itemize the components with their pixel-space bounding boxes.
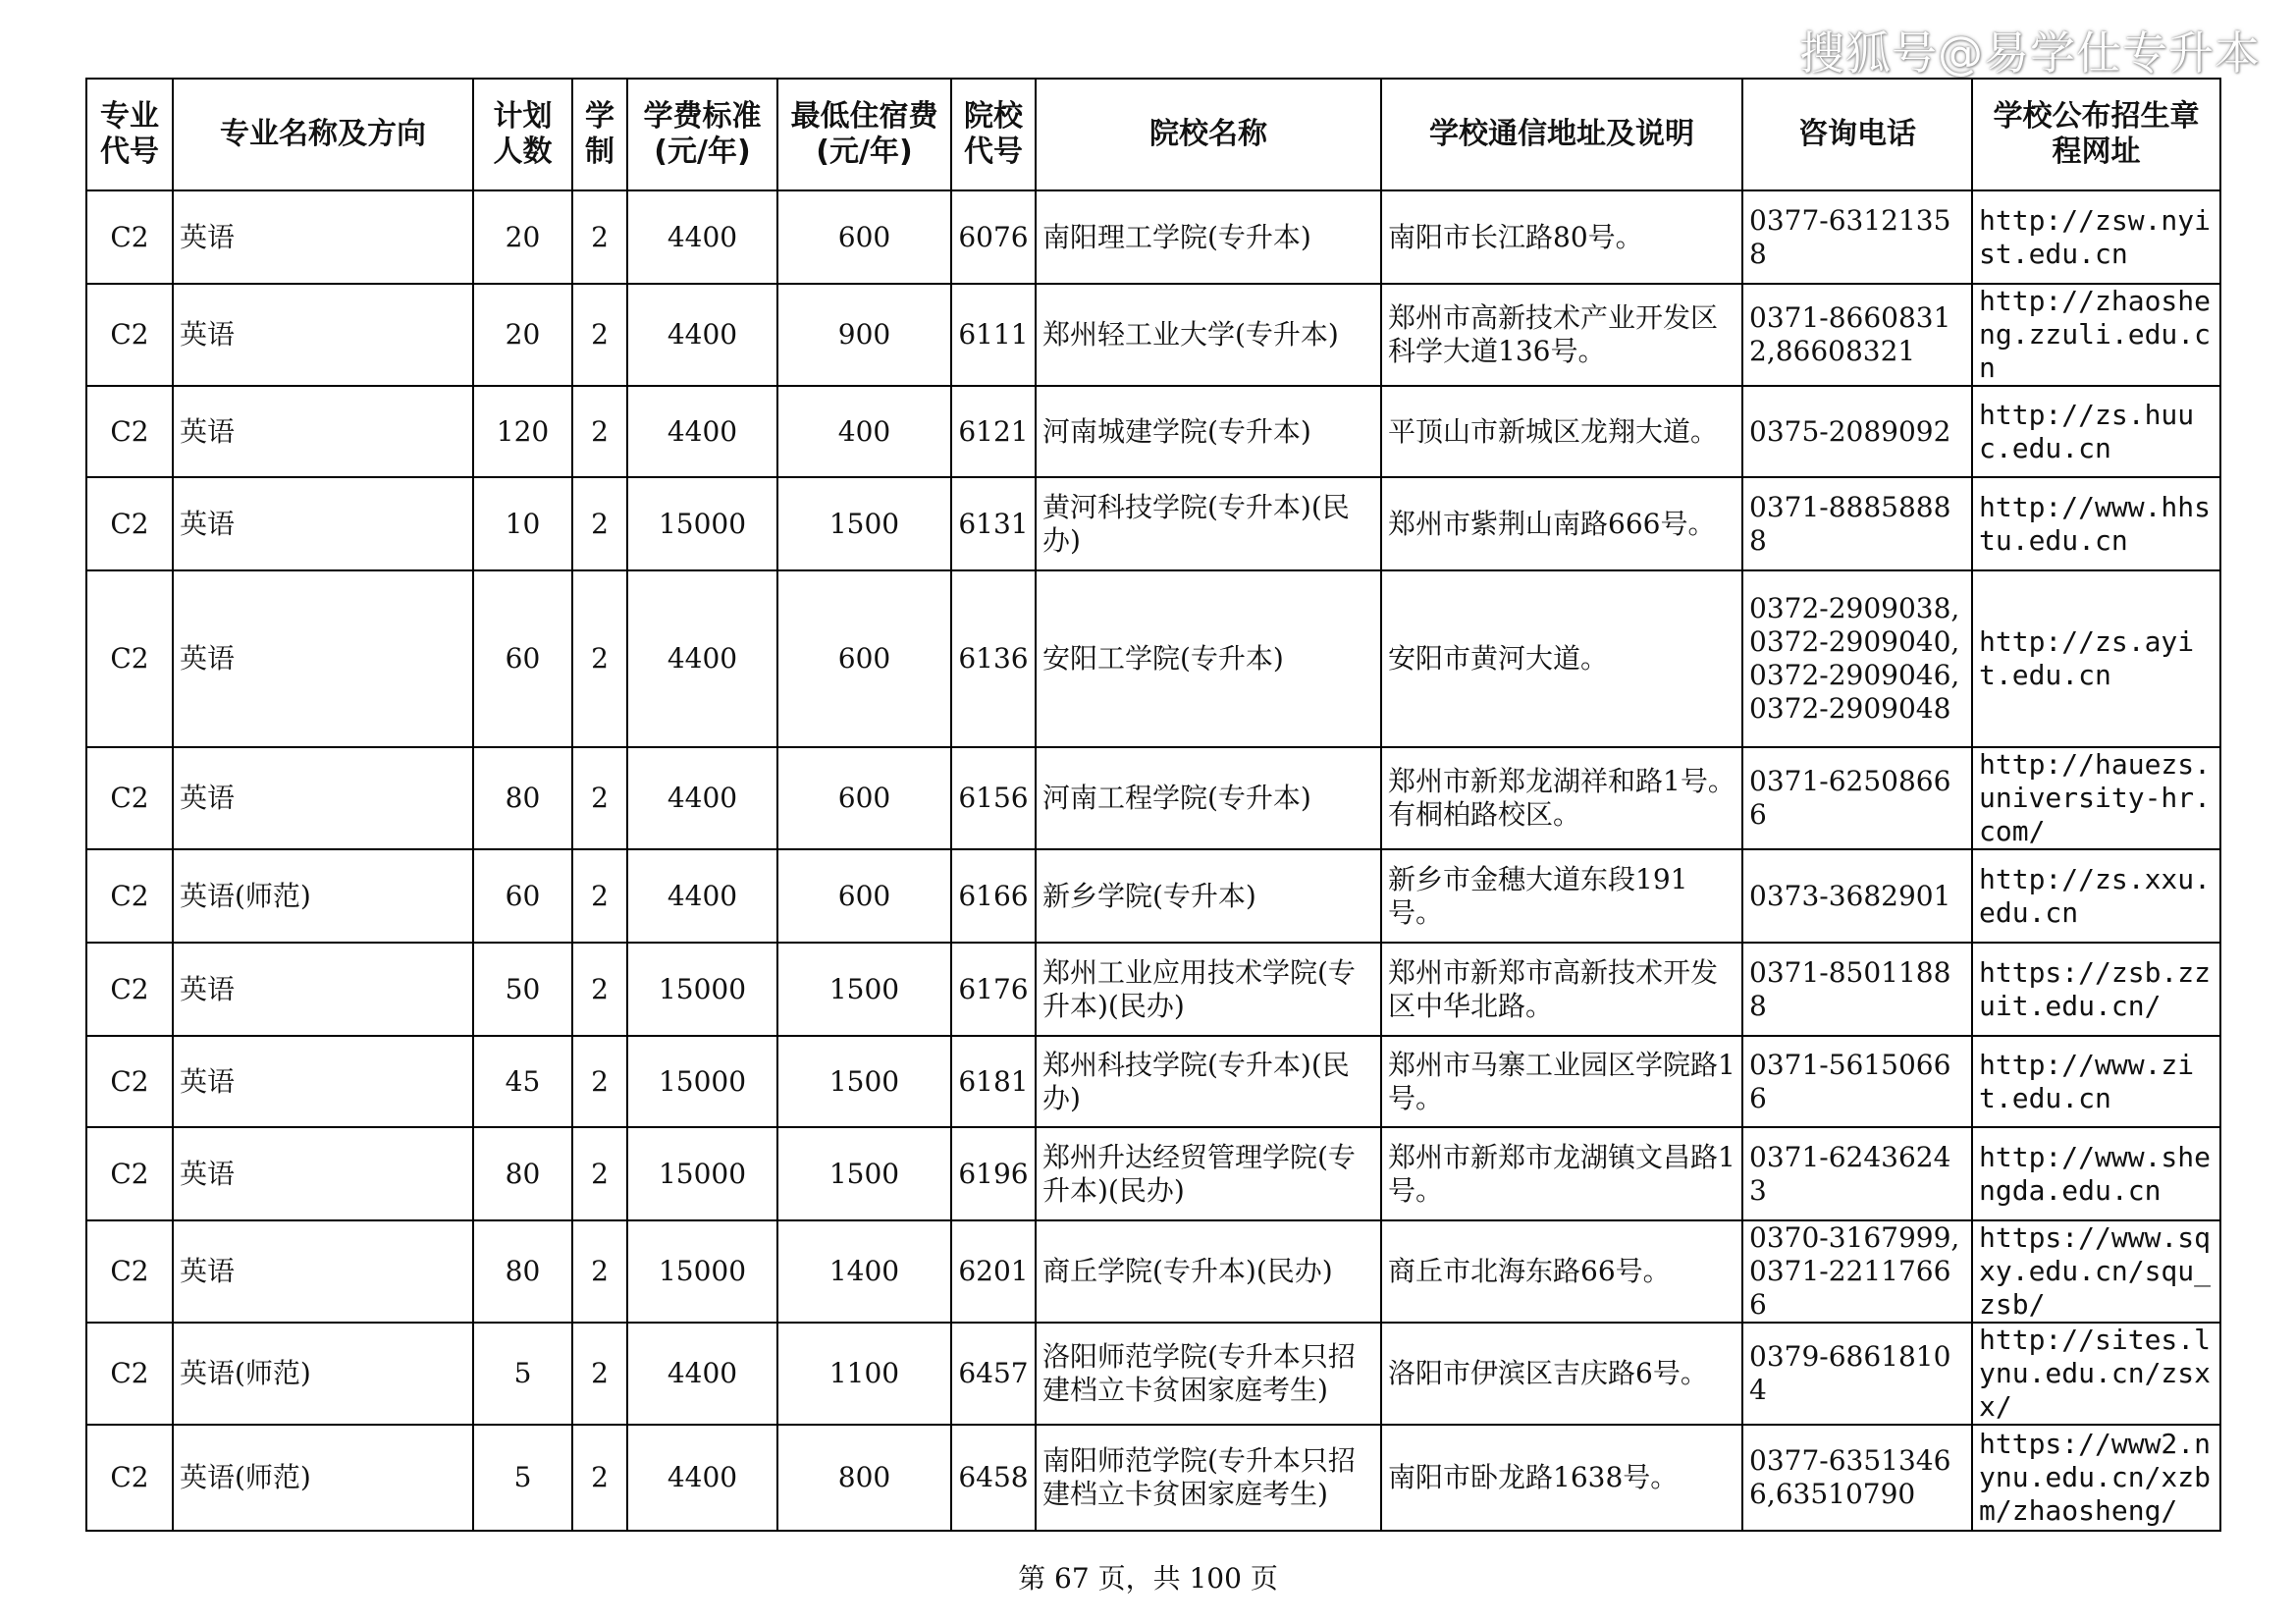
cell-dorm: 600 — [777, 747, 951, 849]
cell-school: 新乡学院(专升本) — [1036, 849, 1381, 943]
cell-address: 郑州市马寨工业园区学院路1号。 — [1381, 1036, 1742, 1127]
cell-major: 英语 — [173, 570, 473, 747]
cell-url[interactable]: http://zhaosheng.zzuli.edu.cn — [1972, 284, 2220, 386]
cell-url[interactable]: http://www.shengda.edu.cn — [1972, 1127, 2220, 1220]
cell-tuition: 4400 — [627, 570, 777, 747]
cell-address: 新乡市金穗大道东段191号。 — [1381, 849, 1742, 943]
cell-school: 洛阳师范学院(专升本只招建档立卡贫困家庭考生) — [1036, 1323, 1381, 1425]
cell-years: 2 — [572, 1425, 627, 1531]
cell-url[interactable]: http://zs.huuc.edu.cn — [1972, 386, 2220, 477]
cell-tuition: 4400 — [627, 190, 777, 284]
cell-years: 2 — [572, 190, 627, 284]
cell-code: C2 — [86, 190, 173, 284]
cell-tuition: 15000 — [627, 1127, 777, 1220]
cell-url[interactable]: http://zsw.nyist.edu.cn — [1972, 190, 2220, 284]
table-row — [86, 747, 2220, 849]
cell-dorm: 400 — [777, 386, 951, 477]
cell-school-code: 6457 — [951, 1323, 1036, 1425]
cell-phone: 0371-86608312,86608321 — [1742, 284, 1972, 386]
table-row — [86, 1425, 2220, 1531]
cell-dorm: 600 — [777, 570, 951, 747]
cell-years: 2 — [572, 1127, 627, 1220]
cell-school-code: 6136 — [951, 570, 1036, 747]
cell-school: 河南城建学院(专升本) — [1036, 386, 1381, 477]
cell-years: 2 — [572, 477, 627, 570]
cell-code: C2 — [86, 1127, 173, 1220]
cell-phone: 0377-63121358 — [1742, 190, 1972, 284]
header-years: 学制 — [572, 79, 627, 190]
cell-code: C2 — [86, 1036, 173, 1127]
cell-major: 英语 — [173, 747, 473, 849]
cell-plan: 5 — [473, 1425, 572, 1531]
cell-major: 英语 — [173, 1036, 473, 1127]
cell-dorm: 1100 — [777, 1323, 951, 1425]
cell-address: 平顶山市新城区龙翔大道。 — [1381, 386, 1742, 477]
cell-phone: 0375-2089092 — [1742, 386, 1972, 477]
cell-phone: 0372-2909038,0372-2909040,0372-2909046,0372-2909048 — [1742, 570, 1972, 747]
cell-years: 2 — [572, 570, 627, 747]
cell-school-code: 6458 — [951, 1425, 1036, 1531]
cell-url[interactable]: http://sites.lynu.edu.cn/zsxx/ — [1972, 1323, 2220, 1425]
cell-address: 商丘市北海东路66号。 — [1381, 1220, 1742, 1323]
cell-school: 黄河科技学院(专升本)(民办) — [1036, 477, 1381, 570]
cell-years: 2 — [572, 747, 627, 849]
cell-school-code: 6121 — [951, 386, 1036, 477]
table-row — [86, 1036, 2220, 1127]
cell-address: 郑州市新郑市龙湖镇文昌路1号。 — [1381, 1127, 1742, 1220]
cell-tuition: 4400 — [627, 1323, 777, 1425]
cell-code: C2 — [86, 386, 173, 477]
cell-tuition: 15000 — [627, 1220, 777, 1323]
cell-years: 2 — [572, 1323, 627, 1425]
cell-school-code: 6076 — [951, 190, 1036, 284]
cell-phone: 0377-63513466,63510790 — [1742, 1425, 1972, 1531]
table-row — [86, 284, 2220, 386]
cell-dorm: 800 — [777, 1425, 951, 1531]
cell-major: 英语(师范) — [173, 1323, 473, 1425]
cell-code: C2 — [86, 1220, 173, 1323]
cell-school-code: 6176 — [951, 943, 1036, 1036]
admission-plan-table — [85, 78, 2221, 1532]
cell-url[interactable]: http://hauezs.university-hr.com/ — [1972, 747, 2220, 849]
header-tuition: 学费标准(元/年) — [627, 79, 777, 190]
cell-major: 英语 — [173, 1127, 473, 1220]
cell-plan: 20 — [473, 284, 572, 386]
cell-plan: 50 — [473, 943, 572, 1036]
cell-plan: 20 — [473, 190, 572, 284]
cell-school-code: 6201 — [951, 1220, 1036, 1323]
cell-major: 英语(师范) — [173, 849, 473, 943]
header-dorm: 最低住宿费(元/年) — [777, 79, 951, 190]
cell-school-code: 6131 — [951, 477, 1036, 570]
cell-plan: 80 — [473, 747, 572, 849]
cell-years: 2 — [572, 1036, 627, 1127]
header-major: 专业名称及方向 — [173, 79, 473, 190]
cell-code: C2 — [86, 747, 173, 849]
cell-address: 郑州市新郑龙湖祥和路1号。有桐柏路校区。 — [1381, 747, 1742, 849]
cell-tuition: 15000 — [627, 943, 777, 1036]
cell-major: 英语 — [173, 477, 473, 570]
table-row — [86, 190, 2220, 284]
table-row — [86, 386, 2220, 477]
cell-url[interactable]: http://www.zit.edu.cn — [1972, 1036, 2220, 1127]
cell-school: 郑州轻工业大学(专升本) — [1036, 284, 1381, 386]
cell-code: C2 — [86, 284, 173, 386]
cell-years: 2 — [572, 849, 627, 943]
cell-dorm: 600 — [777, 849, 951, 943]
cell-plan: 60 — [473, 849, 572, 943]
page-footer: 第 67 页，共 100 页 — [1018, 1562, 1278, 1595]
table-row — [86, 849, 2220, 943]
cell-tuition: 15000 — [627, 477, 777, 570]
cell-school: 商丘学院(专升本)(民办) — [1036, 1220, 1381, 1323]
cell-tuition: 4400 — [627, 284, 777, 386]
header-code: 专业代号 — [86, 79, 173, 190]
cell-major: 英语(师范) — [173, 1425, 473, 1531]
cell-tuition: 4400 — [627, 1425, 777, 1531]
cell-years: 2 — [572, 386, 627, 477]
cell-code: C2 — [86, 1425, 173, 1531]
cell-dorm: 1500 — [777, 1127, 951, 1220]
header-phone: 咨询电话 — [1742, 79, 1972, 190]
cell-plan: 80 — [473, 1127, 572, 1220]
cell-plan: 80 — [473, 1220, 572, 1323]
watermark: 搜狐号@易学仕专升本 — [1799, 27, 2261, 80]
cell-phone: 0371-88858888 — [1742, 477, 1972, 570]
cell-phone: 0371-62508666 — [1742, 747, 1972, 849]
cell-tuition: 4400 — [627, 849, 777, 943]
cell-school-code: 6111 — [951, 284, 1036, 386]
cell-school: 郑州升达经贸管理学院(专升本)(民办) — [1036, 1127, 1381, 1220]
cell-address: 郑州市紫荆山南路666号。 — [1381, 477, 1742, 570]
cell-major: 英语 — [173, 284, 473, 386]
header-address: 学校通信地址及说明 — [1381, 79, 1742, 190]
cell-dorm: 1500 — [777, 943, 951, 1036]
cell-dorm: 1400 — [777, 1220, 951, 1323]
cell-years: 2 — [572, 943, 627, 1036]
cell-phone: 0371-85011888 — [1742, 943, 1972, 1036]
table-row — [86, 943, 2220, 1036]
cell-url[interactable]: http://www.hhstu.edu.cn — [1972, 477, 2220, 570]
cell-school: 安阳工学院(专升本) — [1036, 570, 1381, 747]
cell-school: 河南工程学院(专升本) — [1036, 747, 1381, 849]
cell-address: 安阳市黄河大道。 — [1381, 570, 1742, 747]
cell-plan: 120 — [473, 386, 572, 477]
header-url: 学校公布招生章程网址 — [1972, 79, 2220, 190]
cell-school: 南阳理工学院(专升本) — [1036, 190, 1381, 284]
table-row — [86, 477, 2220, 570]
header-school-code: 院校代号 — [951, 79, 1036, 190]
cell-code: C2 — [86, 1323, 173, 1425]
cell-address: 南阳市长江路80号。 — [1381, 190, 1742, 284]
cell-address: 郑州市高新技术产业开发区科学大道136号。 — [1381, 284, 1742, 386]
cell-plan: 45 — [473, 1036, 572, 1127]
cell-url[interactable]: http://zs.xxu.edu.cn — [1972, 849, 2220, 943]
table-row — [86, 570, 2220, 747]
header-school: 院校名称 — [1036, 79, 1381, 190]
cell-major: 英语 — [173, 1220, 473, 1323]
cell-school-code: 6166 — [951, 849, 1036, 943]
cell-phone: 0379-68618104 — [1742, 1323, 1972, 1425]
cell-tuition: 15000 — [627, 1036, 777, 1127]
cell-url[interactable]: http://zs.ayit.edu.cn — [1972, 570, 2220, 747]
cell-code: C2 — [86, 570, 173, 747]
cell-url[interactable]: https://www2.nynu.edu.cn/xzbm/zhaosheng/ — [1972, 1425, 2220, 1531]
cell-dorm: 600 — [777, 190, 951, 284]
cell-plan: 60 — [473, 570, 572, 747]
cell-code: C2 — [86, 849, 173, 943]
cell-code: C2 — [86, 943, 173, 1036]
cell-address: 南阳市卧龙路1638号。 — [1381, 1425, 1742, 1531]
cell-phone: 0370-3167999,0371-22117666 — [1742, 1220, 1972, 1323]
cell-school-code: 6156 — [951, 747, 1036, 849]
cell-phone: 0373-3682901 — [1742, 849, 1972, 943]
table-row — [86, 1323, 2220, 1425]
cell-address: 洛阳市伊滨区吉庆路6号。 — [1381, 1323, 1742, 1425]
cell-major: 英语 — [173, 386, 473, 477]
cell-dorm: 1500 — [777, 1036, 951, 1127]
cell-plan: 5 — [473, 1323, 572, 1425]
header-plan: 计划人数 — [473, 79, 572, 190]
cell-school-code: 6196 — [951, 1127, 1036, 1220]
cell-url[interactable]: https://www.sqxy.edu.cn/squ_zsb/ — [1972, 1220, 2220, 1323]
cell-major: 英语 — [173, 190, 473, 284]
cell-plan: 10 — [473, 477, 572, 570]
cell-school: 郑州工业应用技术学院(专升本)(民办) — [1036, 943, 1381, 1036]
table-row — [86, 1220, 2220, 1323]
cell-code: C2 — [86, 477, 173, 570]
cell-school-code: 6181 — [951, 1036, 1036, 1127]
cell-dorm: 1500 — [777, 477, 951, 570]
cell-phone: 0371-56150666 — [1742, 1036, 1972, 1127]
cell-years: 2 — [572, 284, 627, 386]
cell-tuition: 4400 — [627, 747, 777, 849]
cell-tuition: 4400 — [627, 386, 777, 477]
cell-years: 2 — [572, 1220, 627, 1323]
cell-major: 英语 — [173, 943, 473, 1036]
cell-school: 南阳师范学院(专升本只招建档立卡贫困家庭考生) — [1036, 1425, 1381, 1531]
cell-address: 郑州市新郑市高新技术开发区中华北路。 — [1381, 943, 1742, 1036]
table-row — [86, 1127, 2220, 1220]
header-row — [86, 79, 2220, 190]
cell-url[interactable]: https://zsb.zzuit.edu.cn/ — [1972, 943, 2220, 1036]
cell-dorm: 900 — [777, 284, 951, 386]
cell-phone: 0371-62436243 — [1742, 1127, 1972, 1220]
cell-school: 郑州科技学院(专升本)(民办) — [1036, 1036, 1381, 1127]
